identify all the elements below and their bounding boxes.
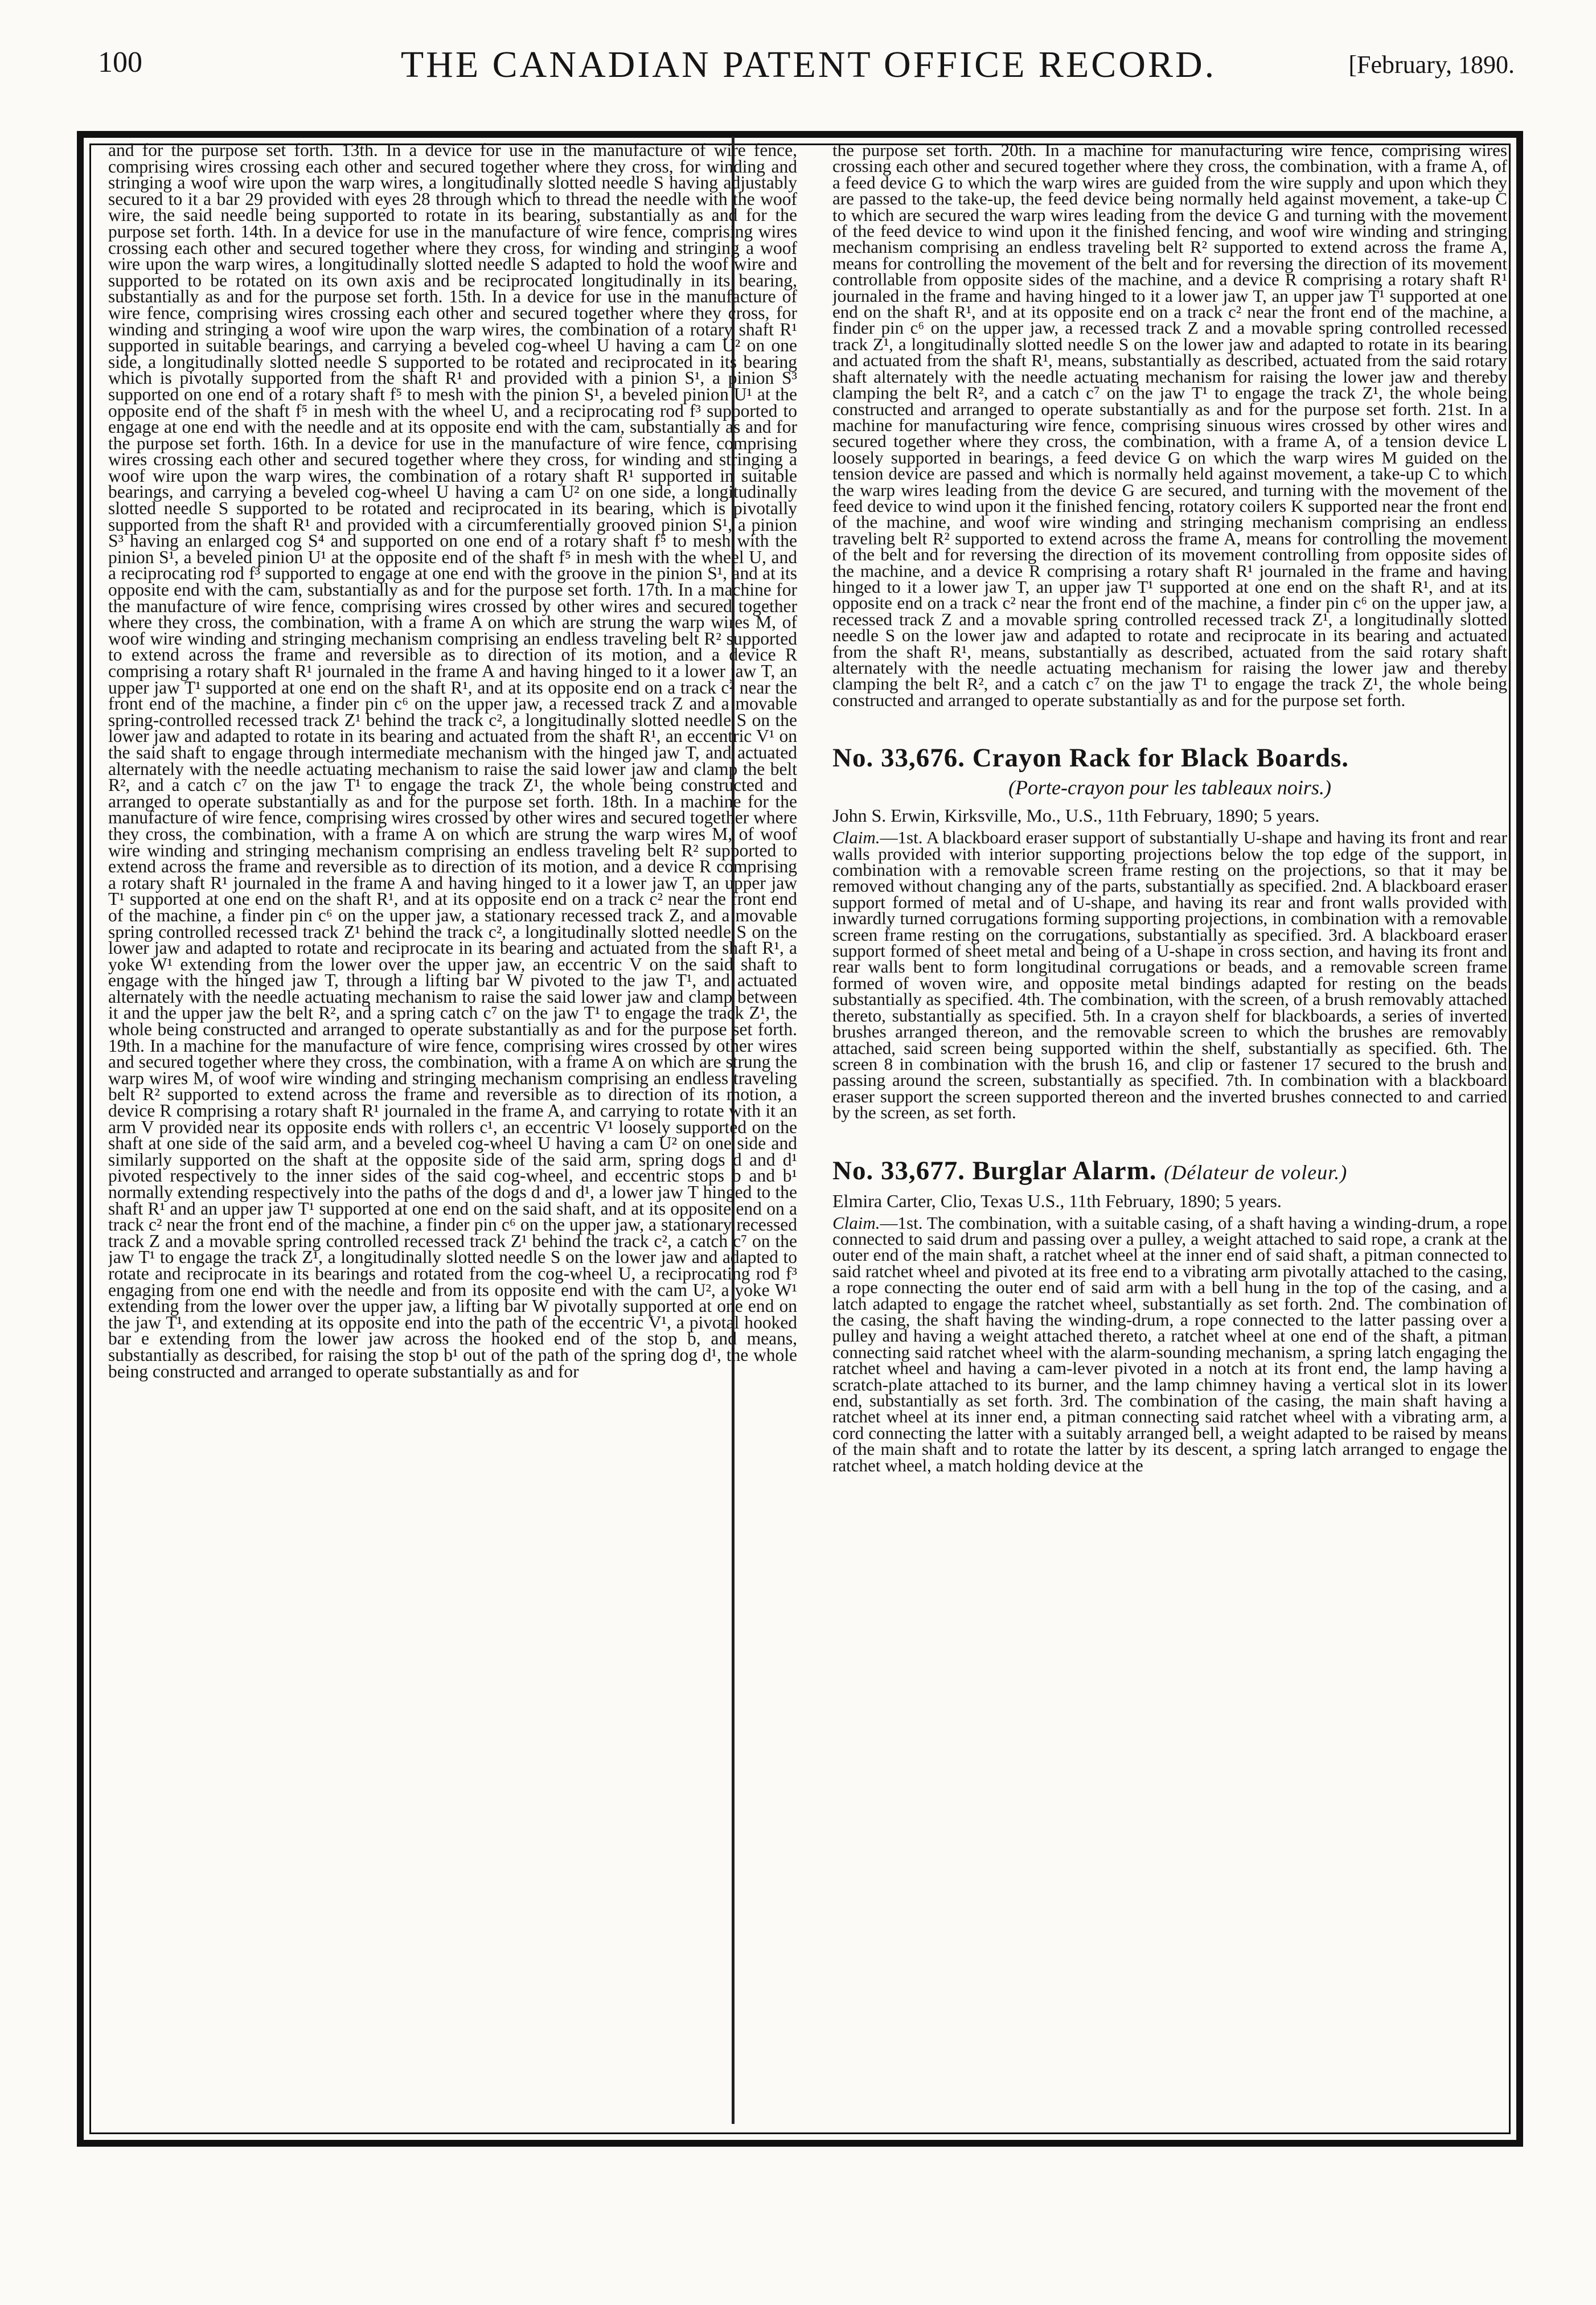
left-column [108,142,797,2107]
page-number: 100 [98,46,142,79]
patent-33676-claim-text: —1st. A blackboard eraser support of substantially U-shape and having its front and rear walls provided with interior supporting projections below the top edge of the support, in combination with a removable screen frame resting on the projections, so that it may be removed without changing any of the parts, substantially as specified. 2nd. A blackboard eraser support formed of metal and of U-shape, and having its rear and front walls provided with inwardly turned corrugations forming supporting projections, in combination with a removable screen frame resting on the corrugations, substantially as specified. 3rd. A blackboard eraser support formed of sheet metal and being of a U-shape in cross section, and having its front and rear walls bent to form longitudinal corrugations or beads, and a removable screen frame formed of woven wire, and opposite metal bindings adapted for resting on the beads substantially as specified. 4th. The combination, with the screen, of a brush removably attached thereto, substantially as specified. 5th. In a crayon shelf for blackboards, a series of inverted brushes arranged thereon, and the removable screen to which the brushes are removably attached, said screen being supported within the shelf, substantially as specified. 6th. The screen 8 in combination with the brush 16, and clip or fastener 17 secured to the brush and passing around the screen, substantially as specified. 7th. In combination with a blackboard eraser support the screen supported thereon and the inverted brushes connected to and carried by the screen, as set forth. [832,827,1507,1123]
continuation-text: the purpose set forth. 20th. In a machine for manufacturing wire fence, comprising wires crossing each other and secured together where they cross, the combination, with a frame A, of a feed device G to which the warp wires are guided from the wire supply and upon which they are passed to the take-up, the feed device being normally held against movement, a take-up C to which are secured the warp wires leading from the device G and turning with the movement of the feed device to wind upon it the finished fencing, and woof wire winding and stringing mechanism comprising an endless traveling belt R² supported to extend across the frame A, means for controlling the movement of the belt and for reversing the direction of its movement controllable from opposite sides of the machine, and a device R comprising a rotary shaft R¹ journaled in the frame and having hinged to it a lower jaw T, an upper jaw T¹ supported at one end on the shaft R¹, and at its opposite end on a track c² near the front end of the machine, a finder pin c⁶ on the upper jaw, a recessed track Z and a movable spring controlled recessed track Z¹, a longitudinally slotted needle S on the lower jaw and adapted to rotate in its bearing and actuated from the shaft R¹, means, substantially as described, actuated from the said rotary shaft alternately with the needle actuating mechanism for raising the lower jaw and thereby clamping the belt R², and a catch c⁷ on the jaw T¹ to engage the track Z¹, the whole being constructed and arranged to operate substantially as and for the purpose set forth. 21st. In a machine for manufacturing wire fence, comprising sinuous wires crossed by other wires and secured together where they cross, the combination, with a frame A, of a tension device L loosely supported in bearings, a feed device G on which the warp wires M guided on the tension device are passed and which is normally held against movement, a take-up C to which the warp wires leading from the device G are secured, and turning with the movement of the feed device to wind upon it the finished fencing, rotatory coilers K supported near the front end of the machine, and woof wire winding and stringing mechanism comprising an endless traveling belt R² supported to extend across the frame A, means for controlling the movement of the belt and for reversing the direction of its movement controlling from opposite sides of the machine, and a device R comprising a rotary shaft R¹ journaled in the frame and having hinged to it a lower jaw T, an upper jaw T¹ supported at one end on the shaft R¹, and at its opposite end on a track c² near the front end of the machine, a finder pin c⁶ on the upper jaw, a recessed track Z and a movable spring controlled recessed track Z¹, a longitudinally slotted needle S on the lower jaw and adapted to rotate and reciprocate in its bearing and actuated from the shaft R¹, means, substantially as described, actuated from the said rotary shaft alternately with the needle actuating mechanism for raising the lower jaw and thereby clamping the belt R², and a catch c⁷ on the jaw T¹ to engage the track Z¹, the whole being constructed and arranged to operate substantially as and for the purpose set forth. [832,142,1507,710]
patent-33677-title-text: No. 33,677. Burglar Alarm. [832,1155,1157,1186]
patent-33676-french-title: (Porte-crayon pour les tableaux noirs.) [1008,776,1331,799]
patent-33677-title [832,1155,1507,1186]
patent-33676-claim-label: Claim. [832,827,880,848]
patent-33677-claim-text: —1st. The combination, with a suitable casing, of a shaft having a winding-drum, a rope connected to said drum and passing over a pulley, a weight attached to said rope, a crank at the outer end of the main shaft, a ratchet wheel at the inner end of said shaft, a pitman connected to said ratchet wheel and pivoted at its free end to a vibrating arm pivotally attached to the casing, a rope connecting the outer end of said arm with a bell hung in the top of the casing, and a latch adapted to engage the ratchet wheel, substantially as set forth. 2nd. The combination of the casing, the shaft having the winding-drum, a rope connected to the latter passing over a pulley and having a weight attached thereto, a ratchet wheel at one end of the shaft, a pitman connecting said ratchet wheel with the alarm-sounding mechanism, a spring latch engaging the ratchet wheel and having a cam-lever pivoted in a notch at its front end, the lamp having a scratch-plate attached to its burner, and the lamp chimney having a vertical slot in its lower end, substantially as set forth. 3rd. The combination of the casing, the main shaft having a ratchet wheel at its inner end, a pitman connecting said ratchet wheel with a vibrating arm, a cord connecting the latter with a suitably arranged bell, a weight adapted to be raised by means of the main shaft and to rotate the latter by its descent, a spring latch arranged to engage the ratchet wheel, a match holding device at the [832,1212,1507,1475]
right-column [832,142,1507,2107]
patent-33677-claims [832,1212,1507,1475]
patent-33676-inventor: John S. Erwin, Kirksville, Mo., U.S., 11th February, 1890; 5 years. [832,805,1320,826]
patent-33676-claims [832,827,1507,1123]
issue-date: [February, 1890. [1348,51,1515,79]
left-column-text: and for the purpose set forth. 13th. In a device for use in the manufacture of wire fence, comprising wires crossing each other and secured together where they cross, for winding and stringing a woof wire upon the warp wires, a longitudinally slotted needle S having adjustably secured to it a bar 29 provided with eyes 28 through which to thread the needle with the woof wire, the said needle being supported to rotate in its bearing, substantially as and for the purpose set forth. 14th. In a device for use in the manufacture of wire fence, comprising wires crossing each other and secured together where they cross, for winding and stringing a woof wire upon the warp wires, a longitudinally slotted needle S adapted to hold the woof wire and supported to be rotated on its own axis and be reciprocated longitudinally in its bearing, substantially as and for the purpose set forth. 15th. In a device for use in the manufacture of wire fence, comprising wires crossing each other and secured together where they cross, for winding and stringing a woof wire upon the warp wires, the combination of a rotary shaft R¹ supported in suitable bearings, and carrying a beveled cog-wheel U having a cam U² on one side, a longitudinally slotted needle S supported to be rotated and reciprocated in its bearing which is pivotally supported from the shaft R¹ and provided with a pinion S¹, a pinion S³ supported on one end of a rotary shaft f⁵ to mesh with the pinion S¹, a beveled pinion U¹ at the opposite end of the shaft f⁵ in mesh with the wheel U, and a reciprocating rod f³ supported to engage at one end with the needle and at its opposite end with the cam, substantially as and for the purpose set forth. 16th. In a device for use in the manufacture of wire fence, comprising wires crossing each other and secured together where they cross, for winding and stringing a woof wire upon the warp wires, the combination of a rotary shaft R¹ supported in suitable bearings, and carrying a beveled cog-wheel U having a cam U² on one side, a longitudinally slotted needle S supported to be rotated and reciprocated in its bearing, which is pivotally supported from the shaft R¹ and provided with a circumferentially grooved pinion S¹, a pinion S³ having an enlarged cog S⁴ and supported on one end of a rotary shaft f⁵ to mesh with the pinion S¹, a beveled pinion U¹ at the opposite end of the shaft f⁵ in mesh with the wheel U, and a reciprocating rod f³ supported to engage at one end with the groove in the pinion S¹, and at its opposite end with the cam, substantially as and for the purpose set forth. 17th. In a machine for the manufacture of wire fence, comprising wires crossed by other wires and secured together where they cross, the combination, with a frame A on which are strung the warp wires M, of woof wire winding and stringing mechanism comprising an endless traveling belt R² supported to extend across the frame and reversible as to direction of its motion, and a device R comprising a rotary shaft R¹ journaled in the frame A and having hinged to it a lower jaw T, an upper jaw T¹ supported at one end on the shaft R¹, and at its opposite end on a track c² near the front end of the machine, a finder pin c⁶ on the upper jaw, a recessed track Z and a movable spring-controlled recessed track Z¹ behind the track c², a longitudinally slotted needle S on the lower jaw and adapted to rotate in its bearing and actuated from the shaft R¹, an eccentric V¹ on the said shaft to engage through intermediate mechanism with the hinged jaw T, and actuated alternately with the needle actuating mechanism to raise the said lower jaw and clamp the belt R², and a catch c⁷ on the jaw T¹ to engage the track Z¹, the whole being constructed and arranged to operate substantially as and for the purpose set forth. 18th. In a machine for the manufacture of wire fence, comprising wires crossed by other wires and secured together where they cross, the combination, with a frame A on which are strung the warp wires M, of woof wire winding and stringing mechanism comprising an endless traveling belt R² supported to extend across the frame and reversible as to direction of its motion, and a device R comprising a rotary shaft R¹ journaled in the frame A and having hinged to it a lower jaw T, an upper jaw T¹ supported at one end on the shaft R¹, and at its opposite end on a track c² near the front end of the machine, a finder pin c⁶ on the upper jaw, a stationary recessed track Z, and a movable spring controlled recessed track Z¹ behind the track c², a longitudinally slotted needle S on the lower jaw and adapted to rotate and reciprocate in its bearing and actuated from the shaft R¹, a yoke W¹ extending from the lower over the upper jaw, an eccentric V on the said shaft to engage with the hinged jaw T, through a lifting bar W pivoted to the jaw T¹, and actuated alternately with the needle actuating mechanism to raise the said lower jaw and clamp between it and the upper jaw the belt R², and a spring catch c⁷ on the jaw T¹ to engage the track Z¹, the whole being constructed and arranged to operate substantially as and for the purpose set forth. 19th. In a machine for the manufacture of wire fence, comprising wires crossed by other wires and secured together where they cross, the combination, with a frame A on which are strung the warp wires M, of woof wire winding and stringing mechanism comprising an endless traveling belt R² supported to extend across the frame and reversible as to direction of its motion, a device R comprising a rotary shaft R¹ journaled in the frame A, and carrying to rotate with it an arm V provided near its opposite ends with rollers c¹, an eccentric V¹ loosely supported on the shaft at one side of the said arm, and a beveled cog-wheel U having a cam U² on one side and similarly supported on the shaft at the opposite side of the said arm, spring dogs d and d¹ pivoted respectively to the inner sides of the said cog-wheel, and eccentric stops b and b¹ normally extending respectively into the paths of the dogs d and d¹, a lower jaw T hinged to the shaft R¹ and an upper jaw T¹ supported at one end on the said shaft, and at its opposite end on a track c² near the front end of the machine, a finder pin c⁶ on the upper jaw, a stationary recessed track Z and a movable spring controlled recessed track Z¹ behind the track c², a catch c⁷ on the jaw T¹ to engage the track Z¹, a longitudinally slotted needle S on the lower jaw and adapted to rotate and reciprocate in its bearings and rotated from the cog-wheel U, a reciprocating rod f³ engaging from one end with the needle and from its opposite end with the cam U², a yoke W¹ extending from the lower over the upper jaw, a lifting bar W pivotally supported at one end on the jaw T¹, and extending at its opposite end into the path of the eccentric V¹, a pivotal hooked bar e extending from the lower jaw across the hooked end of the stop b, and means, substantially as described, for raising the stop b¹ out of the path of the spring dog d¹, the whole being constructed and arranged to operate substantially as and for [108,142,797,1381]
page-header [85,33,1532,96]
patent-33677-inventor: Elmira Carter, Clio, Texas U.S., 11th February, 1890; 5 years. [832,1190,1282,1211]
patent-33677-claim-label: Claim. [832,1212,880,1233]
patent-33677-french-title: (Délateur de voleur.) [1164,1160,1348,1184]
journal-title: THE CANADIAN PATENT OFFICE RECORD. [400,44,1217,85]
patent-33676-title: No. 33,676. Crayon Rack for Black Boards. [832,743,1349,773]
